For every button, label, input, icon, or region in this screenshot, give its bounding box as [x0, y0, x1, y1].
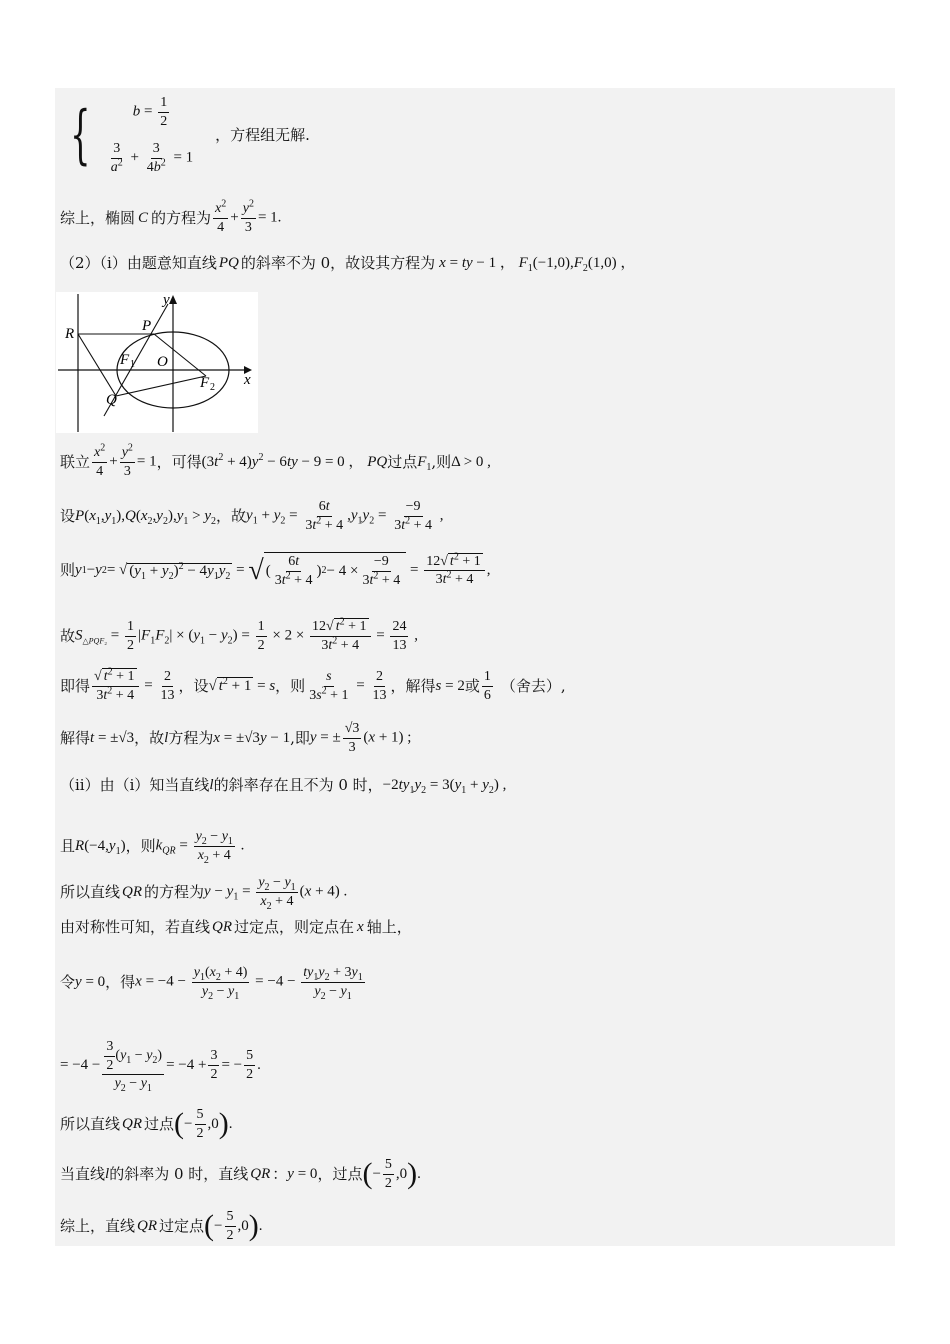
- left-brace: {: [70, 98, 91, 172]
- symmetry-line: 由对称性可知，若直线 QR 过定点，则定点在 x 轴上，: [60, 918, 412, 936]
- final-conclusion: 综上，直线 QR 过定点 ( − 5 2 ,0 ) .: [60, 1209, 263, 1243]
- set-y-zero-line: 令 y = 0 ，得 x = −4 − $\frac{y_1(x_2 + 4)}{y_2 - y_1}$ = −4 − $\frac{ty_1y_2 + 3y_1}{y_2 - y_1}$: [60, 965, 363, 1002]
- ellipse-conclusion: 综上，椭圆 C 的方程为 $\frac{x^2}{4}$ + $\frac{y^2}{3}$ = 1.: [60, 198, 282, 235]
- label-f2-sub: 2: [210, 382, 215, 393]
- line-rq: [78, 334, 116, 396]
- vieta-line: 设 $P(x_1,y_1),Q(x_2,y_2),y_1 > y_2$ ，故 $y_1 + y_2$ = $\frac{6t}{3t^2 + 4}$ $,y_1y_2$ = $\frac{-9}{3t^2 + 4}$ ,: [60, 499, 444, 533]
- zero-slope-line: 当直线 l 的斜率为 0 时，直线 QR ： y = 0 ，过点 ( − 5 2 ,0 ) .: [60, 1157, 421, 1191]
- slope-qr-line: 且 $R(-4,y_1)$ ，则 $k_{QR}$ = $\frac{y_2 - y_1}{x_2 + 4}$ .: [60, 829, 245, 866]
- label-f1-sub: 1: [130, 359, 135, 370]
- label-x: x: [244, 372, 251, 388]
- compute-x-line: = −4 − $\frac{3}{2}$ $(y_1 - y_2)$ $y_2 - y_1$ = −4 + 3 2 = − 5 2 .: [60, 1039, 261, 1094]
- y-axis-arrow: [169, 295, 177, 304]
- equation-system: { b = $\frac{1}{2}$ $\frac{3}{a^2}$ + $\frac{3}{4b^2}$ = 1: [70, 95, 194, 175]
- fixed-point-line: 所以直线 QR 过点 ( − 5 2 ,0 ) .: [60, 1107, 233, 1141]
- no-solution-text: ，方程组无解.: [215, 125, 310, 144]
- label-r: R: [65, 326, 75, 342]
- part2ii-intro: （ii）由（i）知当直线 l 的斜率存在且不为 0 时， $-2ty_1y_2 = 3(y_1 + y_2)$ ,: [60, 776, 507, 796]
- label-q: Q: [106, 392, 117, 408]
- label-y: y: [163, 292, 170, 308]
- solve-t-line: 即得 $\frac{√ t^2 + 1}{3t^2 + 4}$ = $\frac{2}{13}$ ，设 √ $t^2 + 1 = s$ ，则 $\frac{s}{3s^2 + 1}$ = $\frac{2}{13}$ ，解得 s = 2 或 $\frac{1}{6}$ （舍去）,: [60, 666, 566, 703]
- equation-system-line: [60, 94, 310, 176]
- label-f2: F: [200, 375, 210, 391]
- part2-intro: （2）（i）由题意知直线 PQ 的斜率不为 0，故设其方程为 x = ty − 1 ， $F_1(-1,0),F_2(1,0)$ ，: [60, 254, 636, 274]
- label-p: P: [142, 318, 152, 334]
- area-line: 故 $S_{\triangle PQF_2}$ = $\frac{1}{2}$ $|F_1F_2| \times (y_1 - y_2)$ = $\frac{1}{2}$ × 2 × $\frac{12√ t^2 + 1}{3t^2 + 4}$ = $\frac{24}{13}$ ,: [60, 616, 418, 653]
- solution-page: [55, 88, 895, 1246]
- label-o: O: [157, 354, 168, 370]
- line-qf2: [116, 376, 206, 396]
- label-f1: F: [120, 352, 130, 368]
- ellipse-figure: [56, 292, 258, 433]
- qr-equation-line: 所以直线 QR 的方程为 $y - y_1$ = $\frac{y_2 - y_1}{x_2 + 4}$ (x + 4) .: [60, 875, 348, 912]
- joint-equation: 联立 $\frac{x^2}{4}$ + $\frac{y^2}{3}$ = 1 ，可得 $(3t^2 + 4)y^2 - 6ty - 9 = 0$ ， PQ 过点 $F_1$ ,则 Δ > 0 ,: [60, 442, 491, 479]
- difference-line: 则 y 1 − y 2 = √ $(y_1 + y_2)^2 - 4y_1y_2$ = √ ( 6t $3t^2 + 4$ ) 2 − 4 × −9 $3t^2 + 4$ = 12√ $t^2 + 1$ $3t^2 + 4$ ,: [60, 550, 491, 588]
- line-equation-result: 解得 t = ±√3 ，故 l 方程为 x = ±√3y − 1 ,即 y = ± $\frac{√3}{3}$ (x + 1) ;: [60, 721, 412, 755]
